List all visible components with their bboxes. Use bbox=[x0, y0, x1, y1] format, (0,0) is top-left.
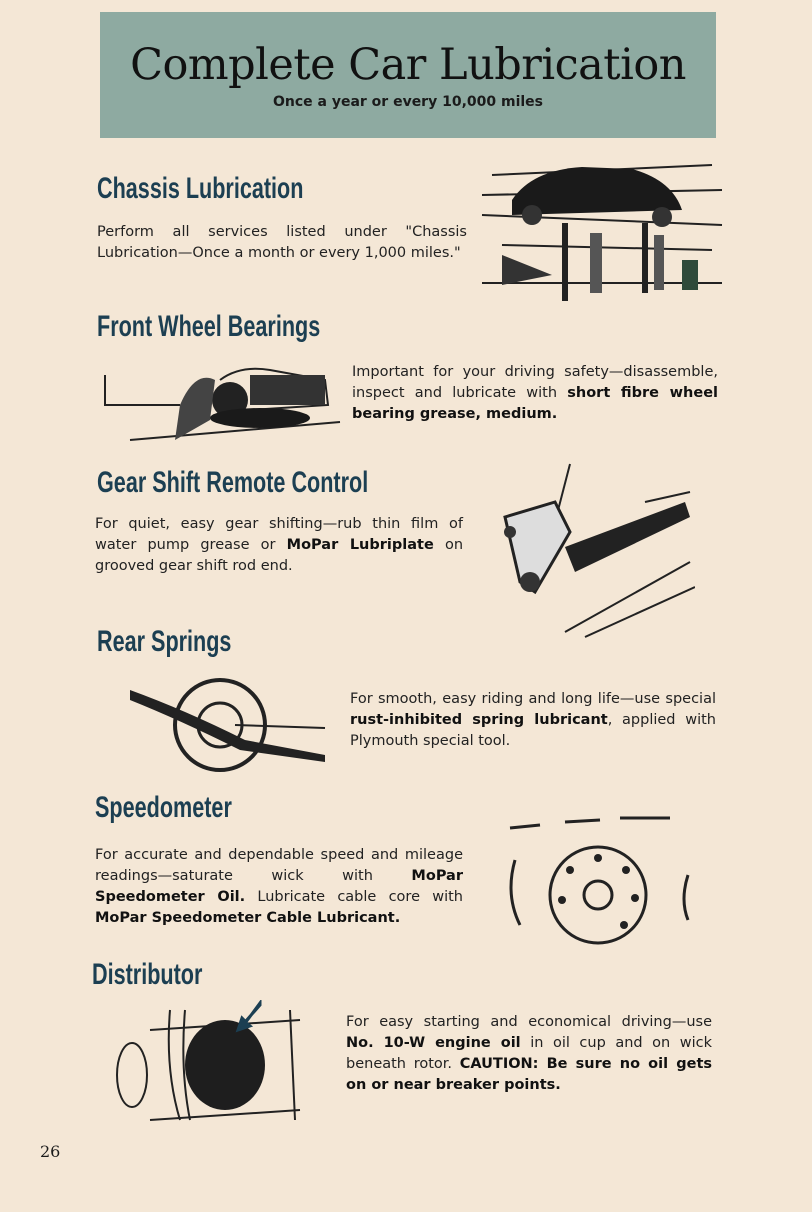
text-segment-bold: MoPar Lubriplate bbox=[286, 537, 434, 553]
section-text-gear-shift bbox=[95, 514, 463, 577]
speedometer-illustration bbox=[500, 810, 695, 950]
text-segment-bold: rust-inhibited spring lubricant bbox=[350, 712, 608, 728]
page-title: Complete Car Lubrication bbox=[130, 40, 686, 90]
text-segment: For quiet, easy gear shifting—rub thin film of water pump grease or bbox=[95, 516, 463, 553]
section-heading-speedometer: Speedometer bbox=[95, 791, 232, 824]
page-number: 26 bbox=[40, 1142, 61, 1161]
text-segment: , applied with Plymouth special tool. bbox=[350, 712, 716, 749]
section-text-speedometer bbox=[95, 845, 463, 929]
text-segment: Important for your driving safety—disassemble, inspect and lubricate with bbox=[352, 364, 718, 401]
text-segment: For accurate and dependable speed and mileage readings—saturate wick with bbox=[95, 847, 463, 884]
text-segment: Perform all services listed under "Chassis Lubrication—Once a month or every 1,000 miles." bbox=[97, 224, 467, 261]
section-heading-distributor: Distributor bbox=[92, 958, 203, 991]
section-text-rear-springs bbox=[350, 689, 716, 752]
gear-shift-rod-illustration bbox=[495, 462, 695, 642]
distributor-illustration bbox=[110, 1000, 308, 1128]
caution-text: CAUTION: Be sure no oil gets on or near breaker points. bbox=[346, 1056, 713, 1093]
section-heading-chassis: Chassis Lubrication bbox=[97, 172, 304, 205]
section-text-distributor bbox=[346, 1012, 712, 1096]
text-segment: on grooved gear shift rod end. bbox=[95, 537, 464, 574]
text-segment-bold: No. 10-W engine oil bbox=[346, 1035, 521, 1051]
section-text-chassis bbox=[97, 222, 467, 264]
text-segment: in oil cup and on wick beneath rotor. bbox=[346, 1035, 713, 1072]
text-segment-bold: short fibre wheel bearing grease, medium. bbox=[352, 385, 718, 422]
text-segment: Lubricate cable core with bbox=[245, 889, 463, 905]
section-text-front-wheel-bearings bbox=[352, 362, 718, 425]
section-heading-rear-springs: Rear Springs bbox=[97, 625, 232, 658]
wheel-bearing-illustration bbox=[100, 360, 342, 448]
section-heading-front-wheel-bearings: Front Wheel Bearings bbox=[97, 310, 321, 343]
section-heading-gear-shift: Gear Shift Remote Control bbox=[97, 466, 369, 499]
title-banner bbox=[100, 12, 716, 138]
text-segment-bold: MoPar Speedometer Cable Lubricant. bbox=[95, 910, 401, 926]
text-segment: For easy starting and economical driving—use bbox=[346, 1014, 712, 1030]
page-subtitle: Once a year or every 10,000 miles bbox=[272, 94, 544, 110]
rear-spring-illustration bbox=[125, 670, 333, 772]
text-segment: For smooth, easy riding and long life—use special bbox=[350, 691, 716, 707]
text-segment-bold: MoPar Speedometer Oil. bbox=[95, 868, 463, 905]
car-on-lift-illustration bbox=[472, 155, 730, 303]
